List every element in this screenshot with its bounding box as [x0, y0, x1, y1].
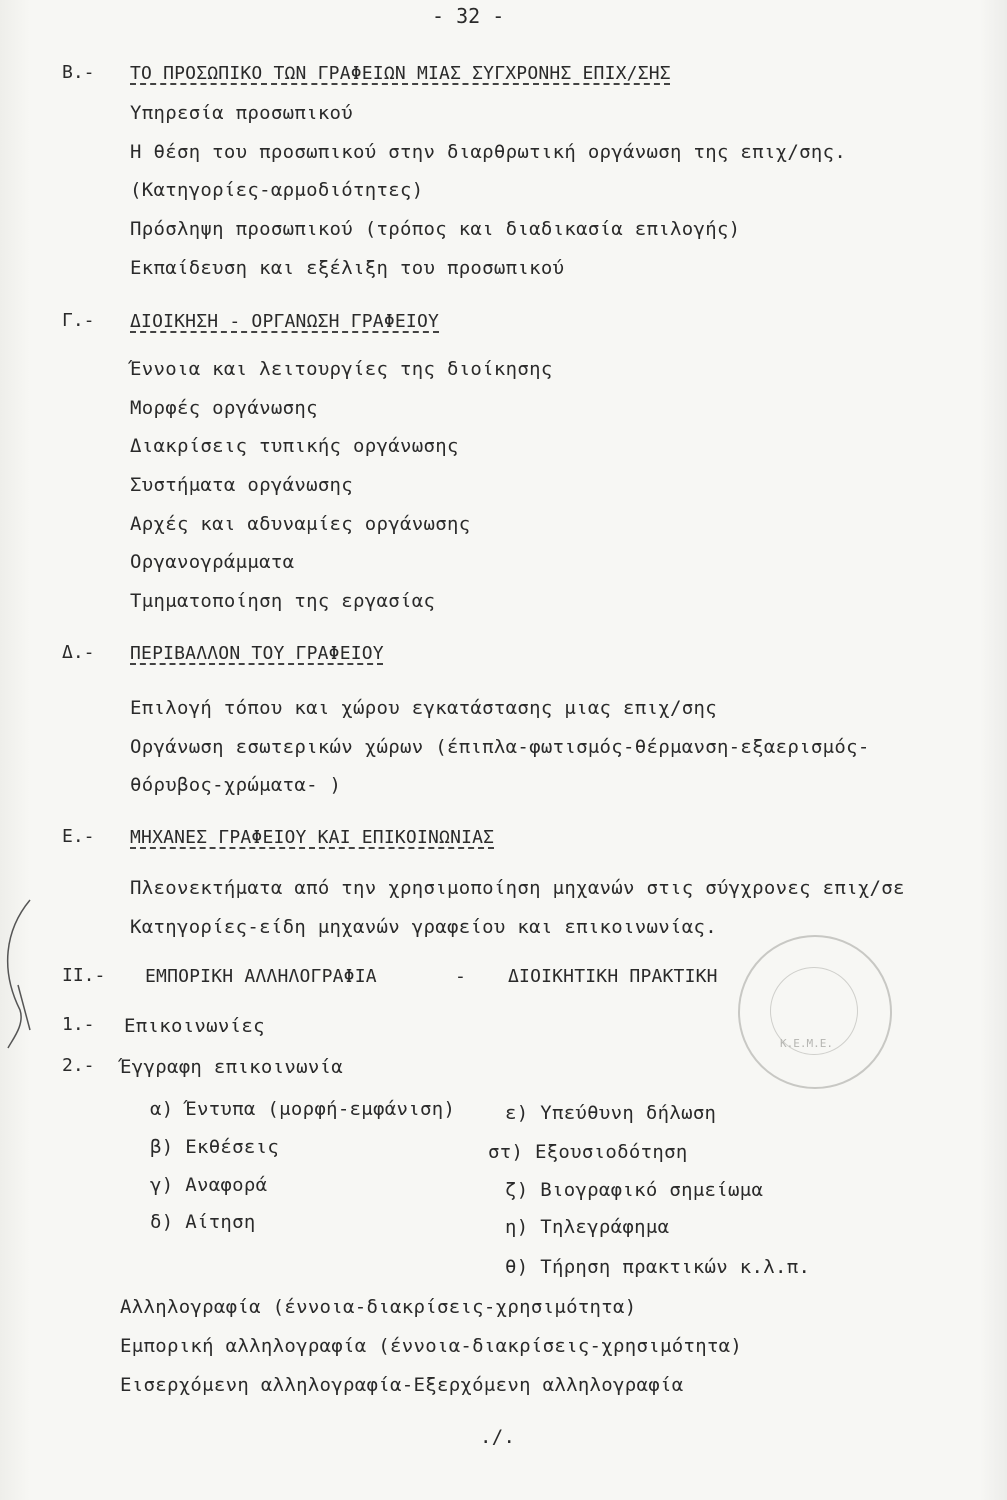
page-number: - 32 - — [432, 4, 505, 28]
part-two-heading-left: ΕΜΠΟΡΙΚΗ ΑΛΛΗΛΟΓΡΑΦΙΑ — [145, 966, 377, 987]
section-g-item: Οργανογράμματα — [130, 551, 295, 573]
section-g-item: Τμηματοποίηση της εργασίας — [130, 590, 436, 612]
stamp-label: Κ.Ε.Μ.Ε. — [780, 1037, 833, 1050]
section-e-item: Πλεονεκτήματα από την χρησιμοποίηση μηχανών στις σύγχρονες επιχ/σε — [130, 877, 905, 899]
doc-type-item: ε) Υπεύθυνη δήλωση — [505, 1102, 717, 1124]
section-b-item: Πρόσληψη προσωπικού (τρόπος και διαδικασία επιλογής) — [130, 218, 741, 240]
doc-type-item: η) Τηλεγράφημα — [505, 1216, 670, 1238]
section-g-marker: Γ.- — [62, 310, 95, 331]
doc-type-item: β) Εκθέσεις — [150, 1136, 280, 1158]
section-d-heading: ΠΕΡΙΒΑΛΛΟΝ ΤΟΥ ΓΡΑΦΕΙΟΥ — [130, 643, 384, 664]
doc-type-item: γ) Αναφορά — [150, 1174, 268, 1196]
continuation-mark: ./. — [480, 1426, 516, 1448]
section-b-heading: ΤΟ ΠΡΟΣΩΠΙΚΟ ΤΩΝ ΓΡΑΦΕΙΩΝ ΜΙΑΣ ΣΥΓΧΡΟΝΗΣ ΕΠΙΧ/ΣΗΣ — [130, 63, 671, 84]
section-d-item: θόρυβος-χρώματα- ) — [130, 774, 342, 796]
section-d-item: Οργάνωση εσωτερικών χώρων (έπιπλα-φωτισμός-θέρμανση-εξαερισμός- — [130, 736, 870, 758]
section-b-item: Εκπαίδευση και εξέλιξη του προσωπικού — [130, 257, 565, 279]
section-b-item: Η θέση του προσωπικού στην διαρθρωτική οργάνωση της επιχ/σης. — [130, 141, 847, 163]
item-1-text: Επικοινωνίες — [124, 1015, 265, 1037]
doc-type-item: δ) Αίτηση — [150, 1211, 256, 1233]
doc-type-item: θ) Τήρηση πρακτικών κ.λ.π. — [505, 1256, 811, 1278]
closing-line: Αλληλογραφία (έννοια-διακρίσεις-χρησιμότητα) — [120, 1296, 637, 1318]
part-two-dash: - — [455, 966, 467, 987]
section-d-item: Επιλογή τόπου και χώρου εγκατάστασης μιας επιχ/σης — [130, 697, 717, 719]
doc-type-item: α) Έντυπα (μορφή-εμφάνιση) — [150, 1098, 456, 1120]
section-d-marker: Δ.- — [62, 642, 95, 663]
item-1-marker: 1.- — [62, 1014, 95, 1035]
section-b-marker: Β.- — [62, 62, 95, 83]
section-b-item: Υπηρεσία προσωπικού — [130, 102, 354, 124]
section-g-heading: ΔΙΟΙΚΗΣΗ - ΟΡΓΑΝΩΣΗ ΓΡΑΦΕΙΟΥ — [130, 311, 440, 332]
part-two-marker: ΙΙ.- — [62, 965, 106, 986]
handwritten-margin-mark — [0, 890, 40, 1050]
section-g-item: Μορφές οργάνωσης — [130, 397, 318, 419]
doc-type-item: στ) Εξουσιοδότηση — [488, 1141, 688, 1163]
closing-line: Εμπορική αλληλογραφία (έννοια-διακρίσεις-χρησιμότητα) — [120, 1335, 743, 1357]
section-b-item: (Κατηγορίες-αρμοδιότητες) — [130, 179, 424, 201]
item-2-marker: 2.- — [62, 1055, 95, 1076]
part-two-heading-right: ΔΙΟΙΚΗΤΙΚΗ ΠΡΑΚΤΙΚΗ — [508, 966, 718, 987]
official-stamp — [738, 935, 892, 1089]
closing-line: Εισερχόμενη αλληλογραφία-Εξερχόμενη αλληλογραφία — [120, 1374, 684, 1396]
item-2-text: Έγγραφη επικοινωνία — [120, 1056, 344, 1078]
section-e-heading: ΜΗΧΑΝΕΣ ΓΡΑΦΕΙΟΥ ΚΑΙ ΕΠΙΚΟΙΝΩΝΙΑΣ — [130, 827, 495, 848]
section-g-item: Αρχές και αδυναμίες οργάνωσης — [130, 513, 471, 535]
doc-type-item: ζ) Βιογραφικό σημείωμα — [505, 1179, 764, 1201]
section-g-item: Συστήματα οργάνωσης — [130, 474, 354, 496]
section-g-item: Διακρίσεις τυπικής οργάνωσης — [130, 435, 459, 457]
section-e-marker: Ε.- — [62, 826, 95, 847]
section-g-item: Έννοια και λειτουργίες της διοίκησης — [130, 358, 553, 380]
section-e-item: Κατηγορίες-είδη μηχανών γραφείου και επικοινωνίας. — [130, 916, 717, 938]
